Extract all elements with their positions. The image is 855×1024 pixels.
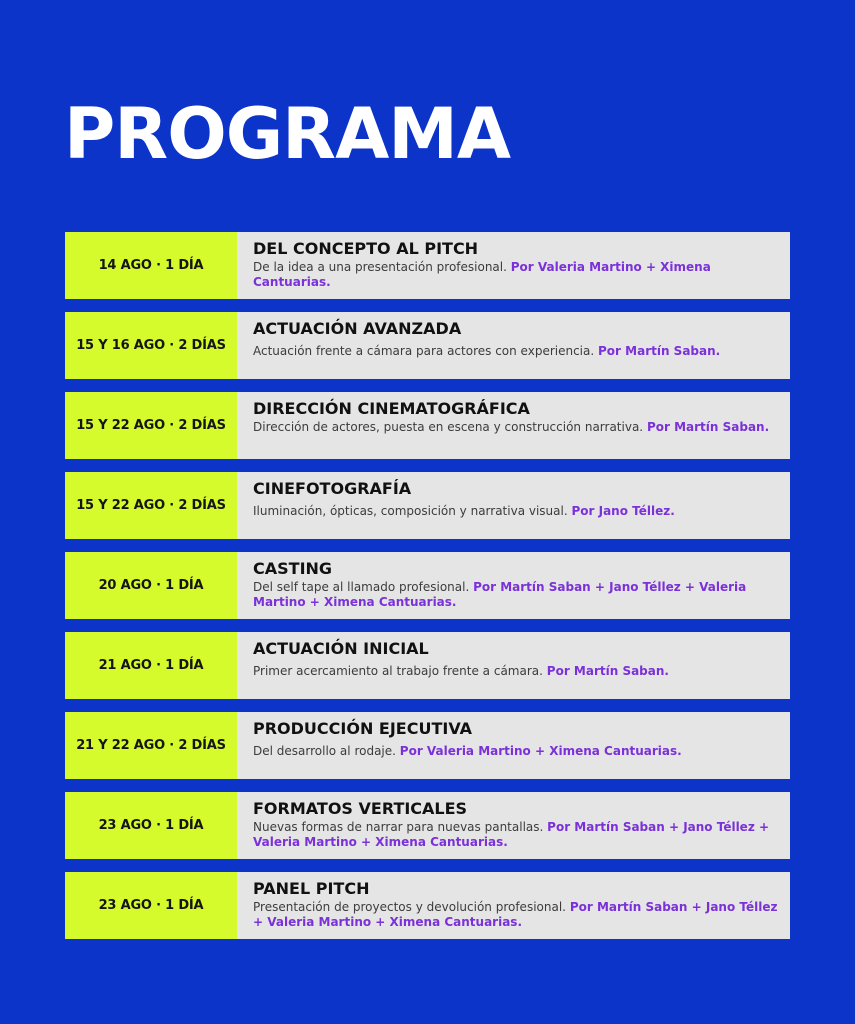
session-date: 20 AGO · 1 DÍA — [65, 552, 237, 619]
session-description-text: Nuevas formas de narrar para nuevas pantallas. — [253, 820, 544, 834]
session-description-text: Del self tape al llamado profesional. — [253, 580, 470, 594]
session-description-text: Del desarrollo al rodaje. — [253, 744, 396, 758]
schedule-row — [65, 312, 790, 379]
session-instructors: Por Martín Saban + Jano Téllez + Valeria Martino + Ximena Cantuarias. — [253, 580, 747, 609]
session-instructors: Por Martín Saban. — [598, 344, 721, 358]
session-date: 15 Y 22 AGO · 2 DÍAS — [65, 472, 237, 539]
session-title: ACTUACIÓN AVANZADA — [253, 319, 462, 338]
schedule-row — [65, 552, 790, 619]
session-description — [253, 820, 778, 849]
session-date: 14 AGO · 1 DÍA — [65, 232, 237, 299]
session-instructors: Por Jano Téllez. — [571, 504, 675, 518]
session-description-text: Iluminación, ópticas, composición y narrativa visual. — [253, 504, 568, 518]
session-content — [237, 872, 790, 939]
session-title: FORMATOS VERTICALES — [253, 799, 468, 818]
session-instructors: Por Valeria Martino + Ximena Cantuarias. — [253, 260, 711, 289]
session-date: 15 Y 16 AGO · 2 DÍAS — [65, 312, 237, 379]
schedule-row — [65, 792, 790, 859]
session-title: CINEFOTOGRAFÍA — [253, 479, 412, 498]
session-description-text: Dirección de actores, puesta en escena y construcción narrativa. — [253, 420, 644, 434]
session-description — [253, 344, 778, 359]
session-title: DEL CONCEPTO AL PITCH — [253, 239, 479, 258]
schedule-list — [65, 232, 790, 952]
session-content — [237, 472, 790, 539]
session-description — [253, 744, 778, 759]
session-description — [253, 504, 778, 519]
session-description-text: De la idea a una presentación profesional. — [253, 260, 507, 274]
session-title: DIRECCIÓN CINEMATOGRÁFICA — [253, 399, 530, 418]
session-description — [253, 420, 778, 435]
session-title: PANEL PITCH — [253, 879, 370, 898]
session-description — [253, 664, 778, 679]
session-content — [237, 552, 790, 619]
session-date: 23 AGO · 1 DÍA — [65, 792, 237, 859]
session-content — [237, 312, 790, 379]
schedule-row — [65, 392, 790, 459]
session-date: 23 AGO · 1 DÍA — [65, 872, 237, 939]
schedule-row — [65, 472, 790, 539]
schedule-row — [65, 712, 790, 779]
schedule-row — [65, 632, 790, 699]
session-instructors: Por Valeria Martino + Ximena Cantuarias. — [399, 744, 682, 758]
session-instructors: Por Martín Saban. — [646, 420, 770, 434]
session-description-text: Presentación de proyectos y devolución profesional. — [253, 900, 566, 914]
session-description — [253, 900, 778, 929]
session-title: CASTING — [253, 559, 333, 578]
session-title: ACTUACIÓN INICIAL — [253, 639, 429, 658]
session-date: 15 Y 22 AGO · 2 DÍAS — [65, 392, 237, 459]
page-title: PROGRAMA — [64, 93, 511, 175]
session-content — [237, 792, 790, 859]
session-description-text: Primer acercamiento al trabajo frente a cámara. — [253, 664, 543, 678]
session-date: 21 AGO · 1 DÍA — [65, 632, 237, 699]
session-content — [237, 712, 790, 779]
session-content — [237, 632, 790, 699]
session-content — [237, 392, 790, 459]
session-description-text: Actuación frente a cámara para actores con experiencia. — [253, 344, 595, 358]
session-instructors: Por Martín Saban. — [546, 664, 669, 678]
session-description — [253, 580, 778, 609]
session-date: 21 Y 22 AGO · 2 DÍAS — [65, 712, 237, 779]
session-instructors: Por Martín Saban + Jano Téllez + Valeria Martino + Ximena Cantuarias. — [253, 900, 778, 929]
session-title: PRODUCCIÓN EJECUTIVA — [253, 719, 473, 738]
session-instructors: Por Martín Saban + Jano Téllez + Valeria Martino + Ximena Cantuarias. — [253, 820, 770, 849]
schedule-row — [65, 232, 790, 299]
session-content — [237, 232, 790, 299]
schedule-row — [65, 872, 790, 939]
session-description — [253, 260, 778, 289]
